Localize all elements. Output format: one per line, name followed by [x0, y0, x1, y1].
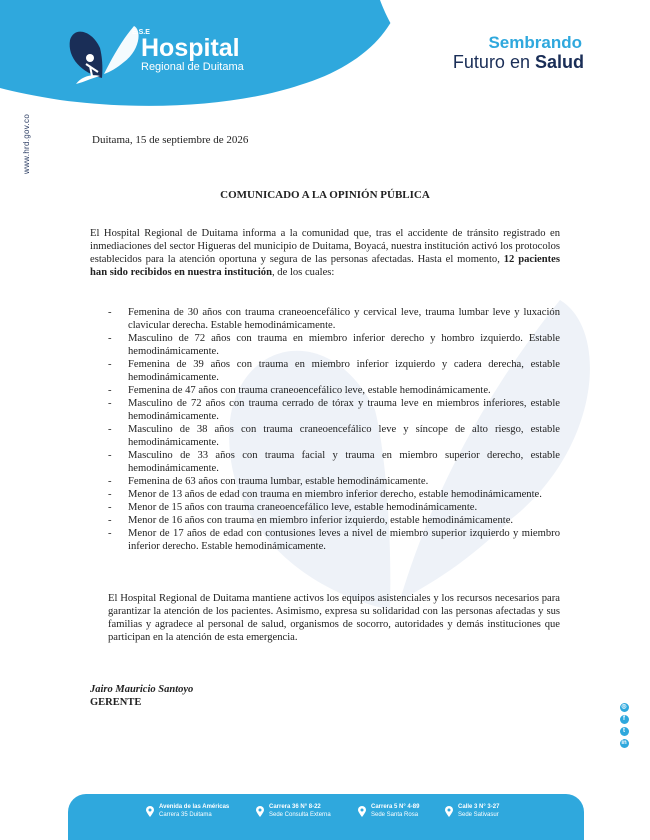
map-pin-icon	[445, 806, 453, 817]
list-item: - Menor de 16 años con trauma en miembro inferior izquierdo, estable hemodinámicamente.	[90, 514, 560, 527]
map-pin-icon	[358, 806, 366, 817]
footer-detail: Sede Consulta Externa	[269, 812, 331, 818]
intro-tail: , de los cuales:	[272, 267, 335, 278]
facebook-icon[interactable]: f	[620, 715, 629, 724]
list-item: - Femenina de 30 años con trauma craneoencefálico y cervical leve, trauma lumbar leve y luxación clavicular derecha. Estable hemodinámicamente.	[90, 306, 560, 332]
map-pin-icon	[146, 806, 154, 817]
list-item: - Femenina de 47 años con trauma craneoencefálico leve, estable hemodinámicamente.	[90, 384, 560, 397]
letter-title: COMUNICADO A LA OPINIÓN PÚBLICA	[220, 189, 430, 201]
patient-list	[90, 306, 560, 553]
instagram-icon[interactable]: ◎	[621, 704, 627, 710]
footer-address: Carrera 5 N° 4-89	[371, 804, 420, 810]
slogan-line-1: Sembrando	[488, 33, 582, 52]
footer-location	[146, 803, 229, 819]
slogan-bold: Salud	[534, 52, 584, 72]
list-item: - Menor de 17 años de edad con contusiones leves a nivel de miembro superior izquierdo y miembro inferior derecho. Estable hemodinámicamente.	[90, 527, 560, 553]
list-item: - Femenina de 39 años con trauma en miembro inferior izquierdo y cadera derecha, estable hemodinámicamente.	[90, 358, 560, 384]
linkedin-icon[interactable]: in	[621, 740, 627, 746]
slogan-line-2	[453, 52, 584, 73]
footer-bar	[68, 794, 584, 840]
side-website-link[interactable]: www.hrd.gov.co	[22, 113, 31, 174]
footer-location	[358, 803, 419, 819]
footer-location	[256, 803, 331, 819]
map-pin-icon	[256, 806, 264, 817]
list-item: - Masculino de 72 años con trauma cerrado de tórax y trauma leve en miembros inferiores, estable hemodinámicamente.	[90, 397, 560, 423]
intro-text: El Hospital Regional de Duitama informa a la comunidad que, tras el accidente de tránsito registrado en inmediaciones del sector Higueras del municipio de Duitama, Boyacá, nuestra institución activó los protocolos establecidos para la atención oportuna y segura de las personas afectadas. Hasta el momento,	[90, 228, 560, 265]
list-item: - Masculino de 72 años con trauma en miembro inferior derecho y hombro izquierdo. Estable hemodinámicamente.	[90, 332, 560, 358]
intro-bold: 12 pacientes han sido recibidos en nuestra institución	[90, 254, 560, 278]
footer-detail: Sede Sativasur	[458, 812, 499, 818]
footer-address: Avenida de las Américas	[159, 804, 230, 810]
footer-address: Calle 3 N° 3-27	[458, 804, 500, 810]
list-item: - Femenina de 63 años con trauma lumbar, estable hemodinámicamente.	[90, 475, 560, 488]
list-item: - Menor de 13 años de edad con trauma en miembro inferior derecho, estable hemodinámicamente.	[90, 488, 560, 501]
footer-location	[445, 803, 499, 819]
footer-detail: Sede Santa Rosa	[371, 812, 419, 818]
list-item: - Masculino de 38 años con trauma craneoencefálico leve y síncope de alto riesgo, estable hemodinámicamente.	[90, 423, 560, 449]
letter-date: Duitama, 15 de septiembre de 2026	[92, 134, 249, 146]
twitter-icon[interactable]: t	[620, 727, 629, 736]
closing-paragraph: El Hospital Regional de Duitama mantiene activos los equipos asistenciales y los recursos necesarios para garantizar la atención de los pacientes. Asimismo, expresa su solidaridad con las personas afectadas y sus familias y agradece al personal de salud, organismos de socorro, autoridades y demás instituciones que participan en la atención de esta emergencia.	[108, 593, 560, 643]
list-item: - Masculino de 33 años con trauma facial y trauma en miembro superior derecho, estable hemodinámicamente.	[90, 449, 560, 475]
signer-name: Jairo Mauricio Santoyo	[90, 684, 194, 695]
list-item: - Menor de 15 años con trauma craneoencefálico leve, estable hemodinámicamente.	[90, 501, 560, 514]
social-icons	[618, 703, 630, 748]
slogan-prefix: Futuro en	[452, 52, 530, 72]
footer-detail: Carrera 35 Duitama	[159, 812, 212, 818]
logo-title: Hospital	[141, 34, 240, 62]
logo-ese-label: E.S.E	[132, 29, 150, 36]
signer-role: GERENTE	[90, 697, 142, 708]
footer-address: Carrera 36 N° 8-22	[269, 804, 321, 810]
logo-subtitle: Regional de Duitama	[141, 61, 244, 73]
intro-paragraph	[90, 227, 560, 279]
